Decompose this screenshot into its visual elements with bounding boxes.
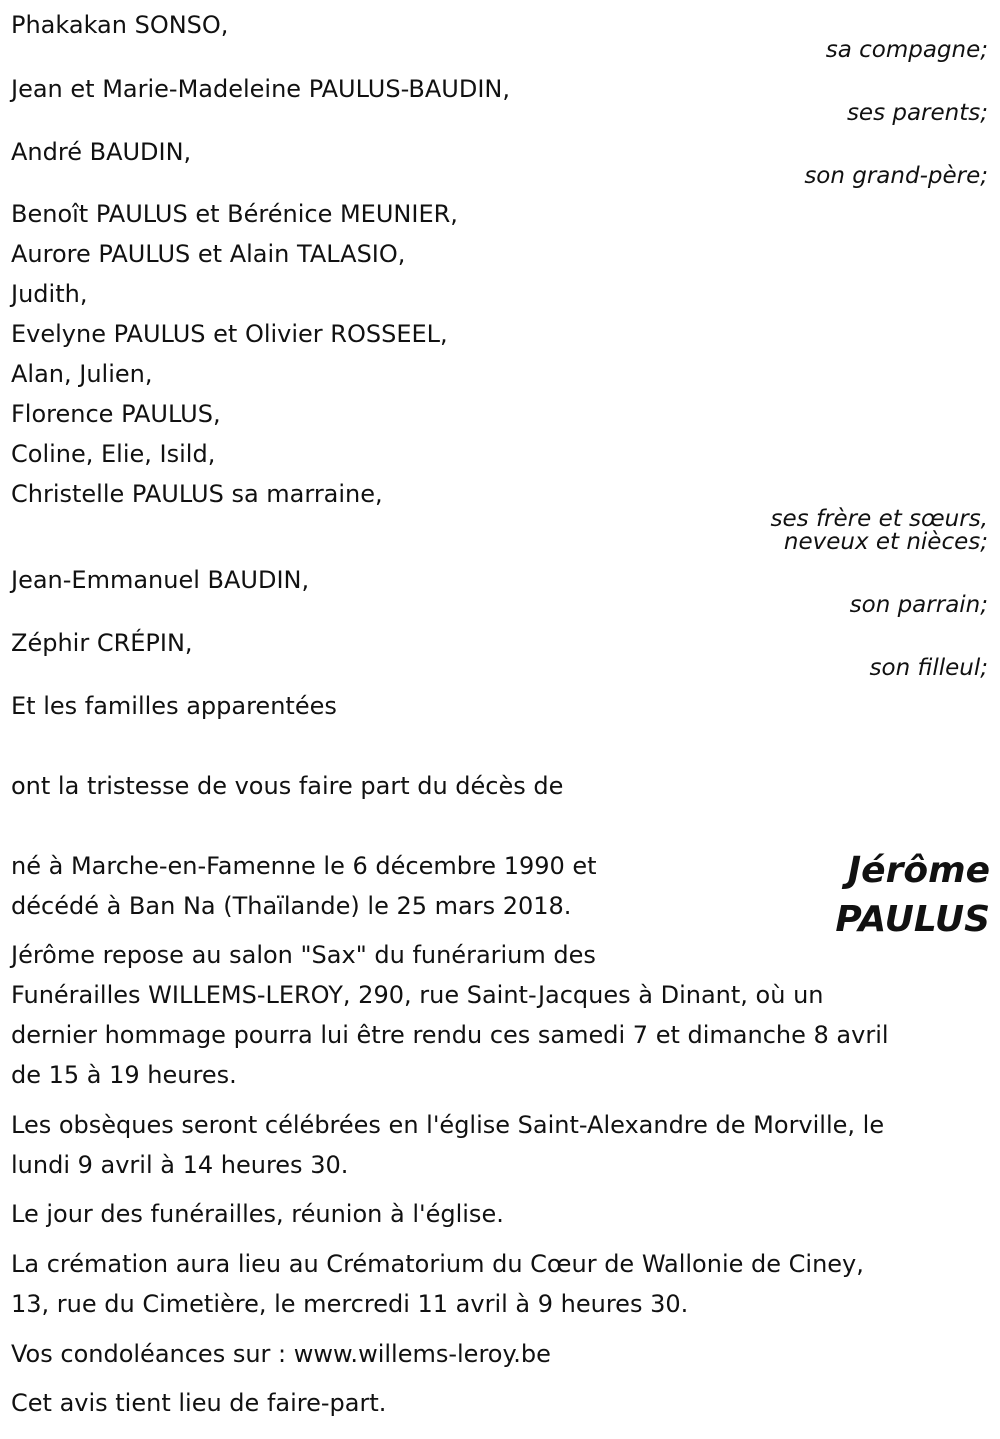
repose-line: Jérôme repose au salon "Sax" du funérarium des	[11, 941, 596, 969]
sibling-line: Christelle PAULUS sa marraine,	[11, 480, 383, 508]
partner-name: Phakakan SONSO,	[11, 11, 229, 39]
siblings-relation-line: ses frère et sœurs,	[770, 506, 988, 532]
cremation-line: La crémation aura lieu au Crématorium du Cœur de Wallonie de Ciney,	[11, 1250, 864, 1278]
repose-line: dernier hommage pourra lui être rendu ces samedi 7 et dimanche 8 avril	[11, 1021, 889, 1049]
condolences-line: Vos condoléances sur : www.willems-leroy.be	[11, 1340, 551, 1368]
grandfather-name: André BAUDIN,	[11, 138, 192, 166]
deceased-name	[835, 846, 990, 944]
godson-name: Zéphir CRÉPIN,	[11, 629, 193, 657]
relatives-line: Et les familles apparentées	[11, 692, 337, 720]
deceased-first-name: Jérôme	[847, 850, 990, 891]
repose-line: de 15 à 19 heures.	[11, 1061, 237, 1089]
notice-line: Cet avis tient lieu de faire-part.	[11, 1389, 387, 1417]
deceased-last-name: PAULUS	[835, 899, 990, 940]
funeral-line: lundi 9 avril à 14 heures 30.	[11, 1151, 349, 1179]
siblings-relation-line: neveux et nièces;	[783, 529, 988, 555]
sibling-line: Benoît PAULUS et Bérénice MEUNIER,	[11, 200, 458, 228]
godfather-name: Jean-Emmanuel BAUDIN,	[11, 566, 310, 594]
death-line: décédé à Ban Na (Thaïlande) le 25 mars 2018.	[11, 892, 572, 920]
birth-line: né à Marche-en-Famenne le 6 décembre 1990 et	[11, 852, 597, 880]
partner-relation: sa compagne;	[825, 37, 988, 63]
sibling-line: Judith,	[11, 280, 88, 308]
godfather-relation: son parrain;	[849, 592, 988, 618]
godson-relation: son filleul;	[869, 655, 988, 681]
cremation-line: 13, rue du Cimetière, le mercredi 11 avril à 9 heures 30.	[11, 1290, 689, 1318]
grandfather-relation: son grand-père;	[804, 163, 988, 189]
parents-relation: ses parents;	[846, 100, 988, 126]
announcement-line: ont la tristesse de vous faire part du décès de	[11, 772, 564, 800]
sibling-line: Aurore PAULUS et Alain TALASIO,	[11, 240, 406, 268]
repose-line: Funérailles WILLEMS-LEROY, 290, rue Saint-Jacques à Dinant, où un	[11, 981, 824, 1009]
parents-name: Jean et Marie-Madeleine PAULUS-BAUDIN,	[11, 75, 510, 103]
funeral-line: Les obsèques seront célébrées en l'église Saint-Alexandre de Morville, le	[11, 1111, 885, 1139]
sibling-line: Alan, Julien,	[11, 360, 153, 388]
sibling-line: Florence PAULUS,	[11, 400, 221, 428]
meeting-line: Le jour des funérailles, réunion à l'église.	[11, 1200, 504, 1228]
sibling-line: Coline, Elie, Isild,	[11, 440, 216, 468]
sibling-line: Evelyne PAULUS et Olivier ROSSEEL,	[11, 320, 448, 348]
